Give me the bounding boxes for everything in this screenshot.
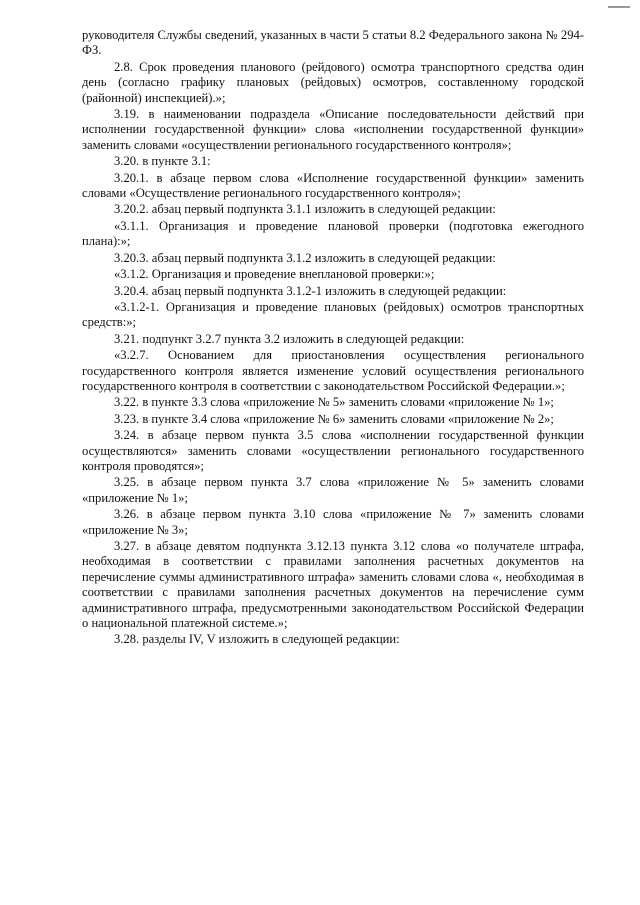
paragraph-3-20: 3.20. в пункте 3.1: [114,154,211,169]
paragraph-3-1-1-quote: «3.1.1. Организация и проведение плановой проверки (подготовка ежегодного плана):»; [82,218,584,249]
paragraph-3-23: 3.23. в пункте 3.4 слова «приложение № 6» заменить словами «приложение № 2»; [114,411,554,426]
paragraph-3-2-7-quote: «3.2.7. Основанием для приостановления осуществления регионального государственного контроля является изменение условий осуществления регионального государственного контроля в соответствии с законодательством Российской Федерации.»; [82,348,584,393]
document-page [82,28,584,649]
paragraph-3-22: 3.22. в пункте 3.3 слова «приложение № 5» заменить словами «приложение № 1»; [114,395,554,410]
paragraph-3-1-2-1-quote: «3.1.2-1. Организация и проведение плановых (рейдовых) осмотров транспортных средств:»; [82,299,584,330]
scan-corner-mark [608,6,630,8]
paragraph-3-28: 3.28. разделы IV, V изложить в следующей редакции: [114,632,400,647]
paragraph-3-20-1: 3.20.1. в абзаце первом слова «Исполнение государственной функции» заменить словами «Осуществление регионального государственного контроля»; [82,170,584,201]
paragraph-3-25: 3.25. в абзаце первом пункта 3.7 слова «приложение № 5» заменить словами «приложение № 1»; [82,475,584,505]
paragraph-continuation: руководителя Службы сведений, указанных в части 5 статьи 8.2 Федерального закона № 294-ФЗ. [82,28,584,58]
paragraph-3-24: 3.24. в абзаце первом пункта 3.5 слова «исполнении государственной функции осуществляются» заменить словами «осуществлении регионального государственного контроля проводятся»; [82,428,584,473]
paragraph-3-19: 3.19. в наименовании подраздела «Описание последовательности действий при исполнении государственной функции» слова «исполнении государственной функции» заменить словами «осуществлении регионального государственного контроля»; [82,107,584,152]
paragraph-3-26: 3.26. в абзаце первом пункта 3.10 слова «приложение № 7» заменить словами «приложение № 3»; [82,507,584,537]
paragraph-3-20-3: 3.20.3. абзац первый подпункта 3.1.2 изложить в следующей редакции: [114,250,496,265]
paragraph-3-27: 3.27. в абзаце девятом подпункта 3.12.13 пункта 3.12 слова «о получателе штрафа, необходимая в соответствии с правилами заполнения расчетных документов на перечисление суммы административного штрафа» заменить словами слова «, необходимая в соответствии с правилами заполнения расчетных документов на перечисление сумм административного штрафа, предусмотренными законодательством Российской Федерации о национальной платежной системе.»; [82,539,584,631]
paragraph-3-1-2-quote: «3.1.2. Организация и проведение внеплановой проверки:»; [114,267,435,282]
paragraph-2-8: 2.8. Срок проведения планового (рейдового) осмотра транспортного средства один день (согласно графику плановых (рейдовых) осмотров, составленному городской (районной) инспекцией).»; [82,59,584,105]
paragraph-3-20-2: 3.20.2. абзац первый подпункта 3.1.1 изложить в следующей редакции: [114,202,496,217]
paragraph-3-21: 3.21. подпункт 3.2.7 пункта 3.2 изложить в следующей редакции: [114,331,465,346]
paragraph-3-20-4: 3.20.4. абзац первый подпункта 3.1.2-1 изложить в следующей редакции: [114,283,507,298]
